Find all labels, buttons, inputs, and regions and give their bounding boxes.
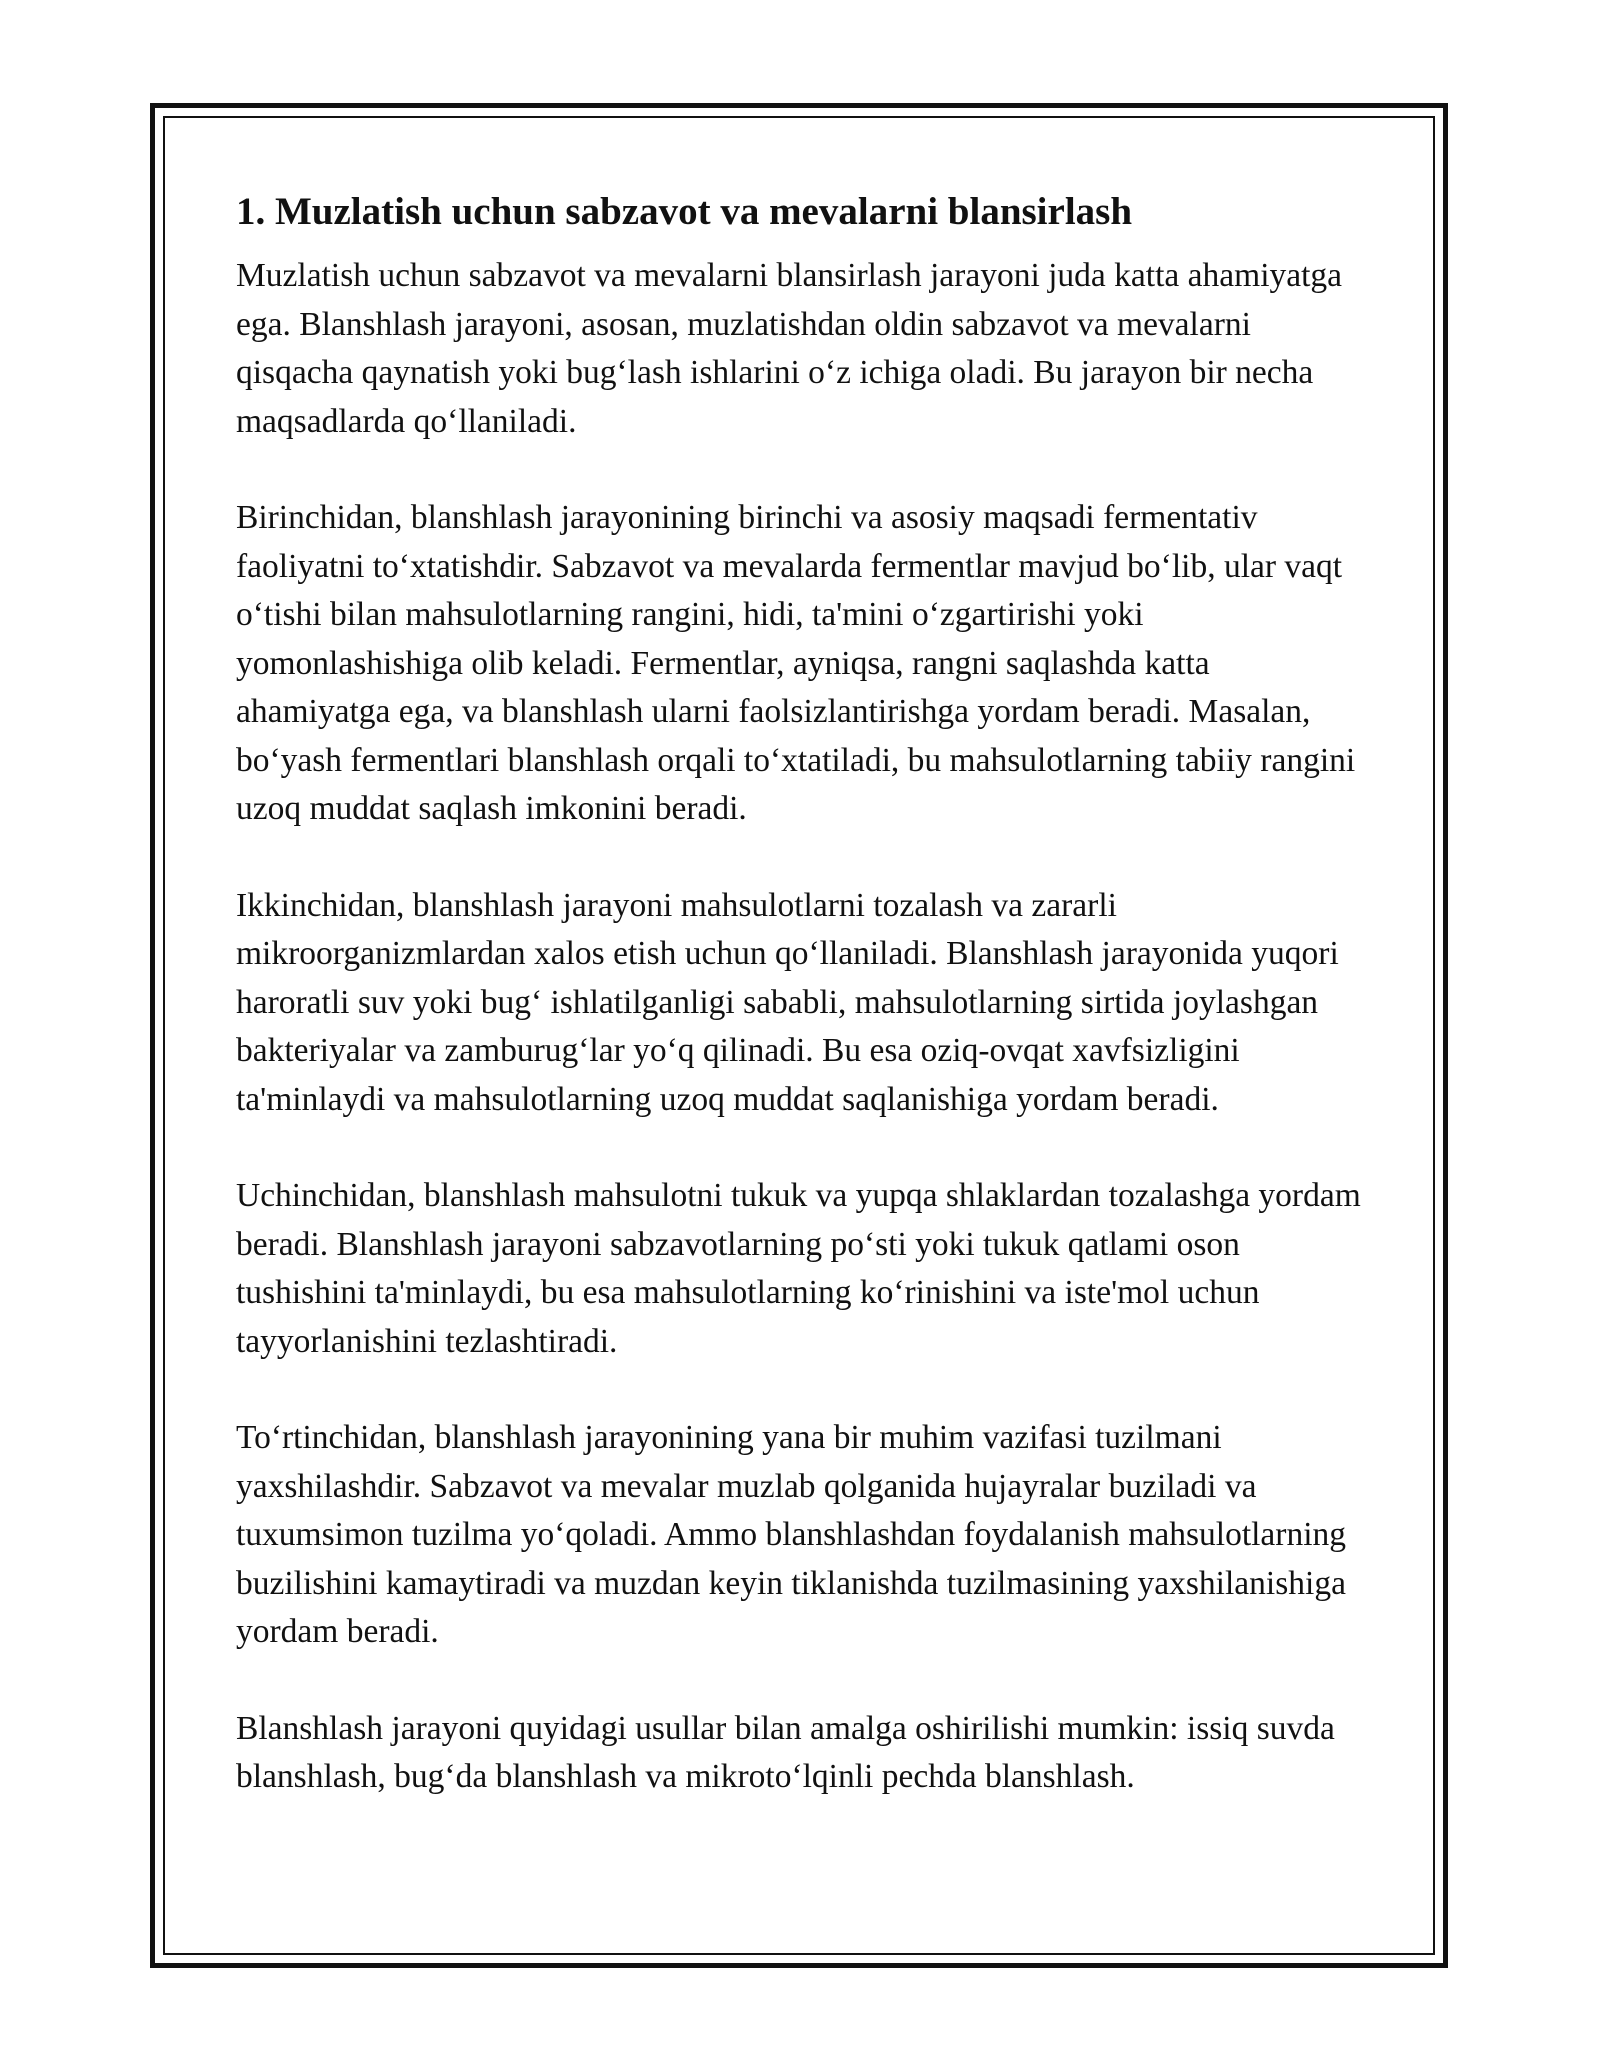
section-title: 1. Muzlatish uchun sabzavot va mevalarni blansirlash: [236, 190, 1133, 233]
paragraph-intro: Muzlatish uchun sabzavot va mevalarni blansirlash jarayoni juda katta ahamiyatga ega. Blanshlash jarayoni, asosan, muzlatishdan oldin sabzavot va mevalarni qisqacha qaynatish yoki bug‘lash ishlarini o‘z ichiga oladi. Bu jarayon bir necha maqsadlarda qo‘llaniladi.: [236, 257, 1343, 440]
paragraph-fourth-purpose: To‘rtinchidan, blanshlash jarayonining yana bir muhim vazifasi tuzilmani yaxshilashdir. Sabzavot va mevalar muzlab qolganida hujayralar buziladi va tuxumsimon tuzilma yo‘qoladi. Ammo blanshlashdan foydalanish mahsulotlarning buzilishini kamaytiradi va muzdan keyin tiklanishda tuzilmasining yaxshilanishiga yordam beradi.: [236, 1419, 1347, 1650]
paragraph-methods: Blanshlash jarayoni quyidagi usullar bilan amalga oshirilishi mumkin: issiq suvda blanshlash, bug‘da blanshlash va mikroto‘lqinli pechda blanshlash.: [236, 1709, 1335, 1795]
paragraph-third-purpose: Uchinchidan, blanshlash mahsulotni tukuk va yupqa shlaklardan tozalashga yordam beradi. Blanshlash jarayoni sabzavotlarning po‘sti yoki tukuk qatlami oson tushishini ta'minlaydi, bu esa mahsulotlarning ko‘rinishini va iste'mol uchun tayyorlanishini tezlashtiradi.: [236, 1177, 1361, 1360]
paragraph-second-purpose: Ikkinchidan, blanshlash jarayoni mahsulotlarni tozalash va zararli mikroorganizmlardan xalos etish uchun qo‘llaniladi. Blanshlash jarayonida yuqori haroratli suv yoki bug‘ ishlatilganligi sababli, mahsulotlarning sirtida joylashgan bakteriyalar va zamburug‘lar yo‘q qilinadi. Bu esa oziq-ovqat xavfsizligini ta'minlaydi va mahsulotlarning uzoq muddat saqlanishiga yordam beradi.: [236, 886, 1339, 1118]
document-body: [236, 188, 1366, 1802]
paragraph-first-purpose: Birinchidan, blanshlash jarayonining birinchi va asosiy maqsadi fermentativ faoliyatni to‘xtatishdir. Sabzavot va mevalarda fermentlar mavjud bo‘lib, ular vaqt o‘tishi bilan mahsulotlarning rangini, hidi, ta'mini o‘zgartirishi yoki yomonlashishiga olib keladi. Fermentlar, ayniqsa, rangni saqlashda katta ahamiyatga ega, va blanshlash ularni faolsizlantirishga yordam beradi. Masalan, bo‘yash fermentlari blanshlash orqali to‘xtatiladi, bu mahsulotlarning tabiiy rangini uzoq muddat saqlash imkonini beradi.: [236, 499, 1356, 827]
